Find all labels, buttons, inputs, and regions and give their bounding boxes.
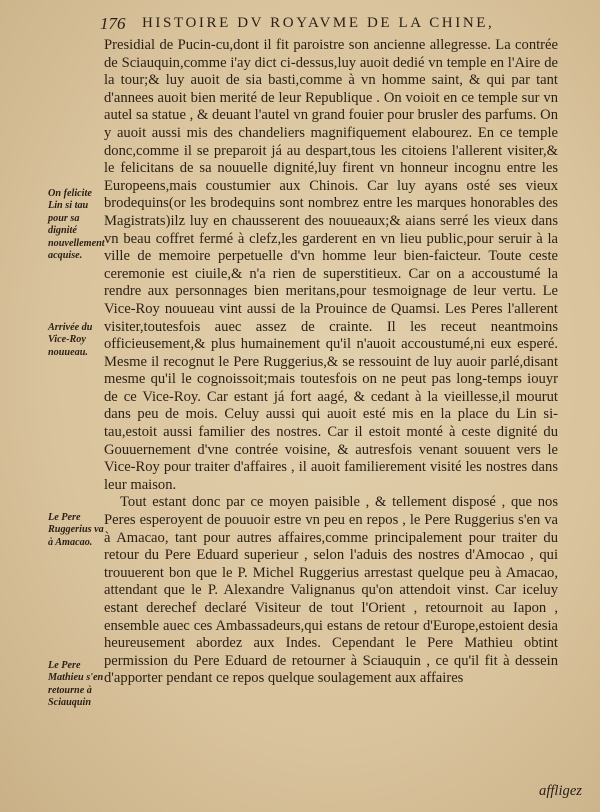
page-header [100, 14, 580, 36]
page-number: 176 [100, 14, 126, 33]
margin-note: On felicite Lin si tau pour sa dignité nouvellement acquise. [48, 188, 105, 262]
margin-note: Le Pere Mathieu s'en retourne à Sciauquin [48, 660, 104, 709]
margin-note: Le Pere Ruggerius va à Amacao. [48, 512, 104, 548]
paragraph: Presidial de Pucin-cu,dont il fit paroistre son ancienne allegresse. La contrée de Sciauquin,comme i'ay dict ci-dessus,luy auoit dedié vn temple en l'Aire de la tour;& luy auoit de sia basti,comme à vn homme saint, & qui par tant d'annees auoit bien merité de leur Republique . On voioit en ce temple sur vn autel sa statue , & deuant l'autel vn grand fouier pour brusler des parfums. On y auoit aussi mis des chandeliers magnifiquement elabourez. En ce temple donc,comme il se preparoit já au despart,tous les citoiens l'allerent visiter,& le felicitans de sa nouuelle dignité,luy firent vn honneur incognu entre les Europeens,mais coustumier aux Chinois. Car luy ayans osté ses vieux brodequins(or les brodequins sont nombrez entre les marques honorables des Magistrats)ilz luy en chausserent des nouueaux;& aians serré les vieux dans vn beau coffret fermé à clefz,les garderent en vn lieu public,pour seruir à la ville de memoire perpetuelle d'vn homme leur bien-faicteur. Toute ceste ceremonie est ciuile,& n'a rien de superstitieux. Car on a accoustumé la rendre aux personnages bien meritans,pour tesmoignage de leur vertu. Le Vice-Roy nouueau vint aussi de la Prouince de Quamsi. Les Peres l'allerent visiter,toutesfois auec assez de crainte. Il les receut neantmoins officieusement,& plus humainement qu'il n'auoit accoustumé,ni eux esperé. Mesme il recognut le Pere Ruggerius,& se ressouint de luy auoir parlé,disant mesme qu'il le cognoissoit;mais toutesfois on ne peut pas long-temps iouyr de ce Vice-Roy. Car estant já fort aagé, & cedant à la vieillesse,il mourut dans peu de mois. Celuy aussi qui auoit esté mis en la place du Lin si-tau,estoit aussi familier des nostres. Car il estoit monté à ceste dignité du Gouuernement d'vne contrée voisine, & autresfois venant souuent vers le Vice-Roy pour traiter d'affaires , il auoit familierement visité les nostres dans leur maison. [104, 37, 558, 493]
paragraph: Tout estant donc par ce moyen paisible , & tellement disposé , que nos Peres esperoyent de pouuoir estre vn peu en repos , le Pere Ruggerius s'en va à Amacao, tant pour autres affaires,comme principalement pour traiter du retour du Pere Eduard superieur , selon l'aduis des nostres d'Amocao , qui trouuerent bon que le P. Michel Ruggerius arrestast quelque peu à Amacao, attendant que le P. Alexandre Valignanus qu'on attendoit vinst. Car iceluy estant derechef declaré Visiteur de tout l'Orient , retournoit au Iapon , ensemble auec ces Ambassadeurs,qui estans de retour d'Europe,estoient desia heureusement abordez aux Indes. Cependant le Pere Mathieu obtint permission du Pere Eduard de retourner à Sciauquin , ce qu'il fit à dessein d'apporter pendant ce repos quelque soulagement aux affaires [104, 494, 558, 687]
catchword: affligez [539, 783, 582, 799]
main-text [104, 37, 558, 688]
margin-note: Arrivée du Vice-Roy nouueau. [48, 322, 93, 358]
running-title: HISTOIRE DV ROYAVME DE LA CHINE, [142, 15, 495, 31]
